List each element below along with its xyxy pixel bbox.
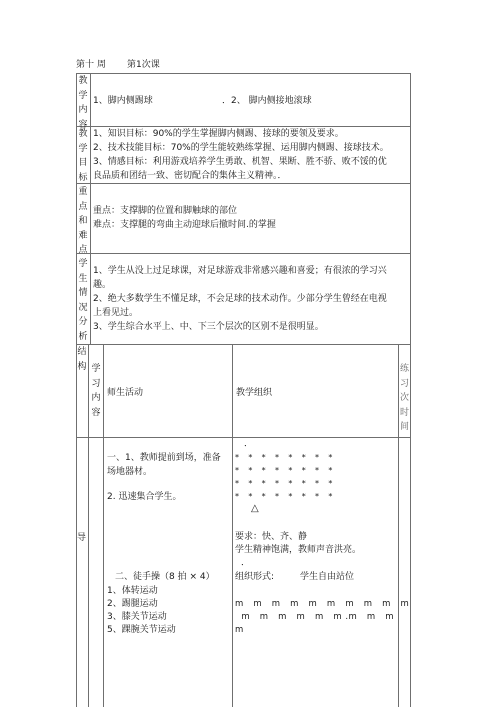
exercise-4: 5、踝腕关节运动 (107, 625, 176, 635)
keypoints-row-label: 重点和难点 (78, 187, 88, 255)
analysis-line-2: 趣。 (93, 280, 112, 290)
analysis-line-5: 3、学生综合水平上、中、下三个层次的区别不是很明显。 (93, 322, 324, 332)
week-label: 第十 周 (76, 60, 106, 70)
intro-section-label: 导 (77, 533, 87, 543)
study-content-header: 学习内容 (91, 364, 101, 418)
student-position-row-1: m m m m m m m m m m (235, 599, 410, 609)
structure-header: 结构 (77, 347, 87, 372)
analysis-row-label: 学生情况分析 (78, 259, 88, 342)
teacher-activity-header: 师生活动 (107, 388, 144, 398)
formation-row-1: * * * * * * * * (235, 453, 336, 462)
requirement-dot: ． (241, 558, 251, 568)
student-position-row-3: m (235, 625, 244, 635)
requirement-line-1: 要求：快、齐、静 (235, 532, 308, 542)
teacher-step-2: 2. 迅速集合学生。 (107, 492, 182, 502)
formation-row-4: * * * * * * * * (235, 492, 336, 501)
organization-form-value: 学生自由站位 (300, 572, 355, 582)
analysis-line-3: 2、绝大多数学生不懂足球，不会足球的技术动作。少部分学生曾经在电视 (93, 294, 387, 304)
goal-line-4: 良品质和团结一致、密切配合的集体主义精神。． (93, 171, 287, 181)
difficulty-line: 难点：支撑腿的弯曲主动迎球后撤时间.的掌握 (93, 220, 276, 230)
teacher-position-triangle: △ (251, 503, 259, 514)
teacher-step-1b: 场地器材。 (107, 467, 153, 477)
content-row-label: 教学内容 (78, 76, 88, 130)
teacher-step-1: 一、1、教师提前到场，准备 (107, 453, 221, 463)
exercise-3: 3、膝关节运动 (107, 612, 167, 622)
analysis-line-1: 1、学生从没上过足球课，对足球游戏非常感兴趣和喜爱；有很浓的学习兴 (93, 266, 387, 276)
formation-mark: ． (244, 439, 254, 449)
time-header: 练习次时间 (399, 364, 409, 432)
goal-line-3: 3、情感目标：利用游戏培养学生勇敢、机智、果断、胜不骄、败不馁的优 (93, 157, 387, 167)
organization-header: 教学组织 (236, 388, 273, 398)
key-point-line: 重点：支撑脚的位置和脚触球的部位 (93, 206, 238, 216)
formation-row-3: * * * * * * * * (235, 479, 336, 488)
student-position-row-2: m m m m m m .m m m (235, 612, 395, 622)
requirement-line-2: 学生精神饱满，教师声音洪亮。 (235, 545, 362, 555)
goal-line-1: 1、知识目标：90%的学生掌握脚内侧踢、接球的要领及要求。 (93, 129, 344, 139)
content-item-2: ．2、 脚内侧接地滚球 (222, 96, 312, 106)
exercise-1: 1、体转运动 (107, 586, 158, 596)
formation-row-2: * * * * * * * * (235, 466, 336, 475)
organization-form-label: 组织形式: (235, 572, 275, 582)
goal-line-2: 2、技术技能目标：70%的学生能较熟练掌握、运用脚内侧踢、接球技术。 (93, 143, 389, 153)
content-item-1: 1、脚内侧踢球 (93, 96, 153, 106)
goals-row-label: 教学目标 (78, 129, 88, 183)
exercise-title: 二、徒手操（8 拍 × 4） (115, 572, 215, 582)
exercise-2: 2、踢腿运动 (107, 599, 158, 609)
analysis-line-4: 上看见过。 (93, 308, 139, 318)
lesson-label: 第1次课 (127, 60, 160, 70)
